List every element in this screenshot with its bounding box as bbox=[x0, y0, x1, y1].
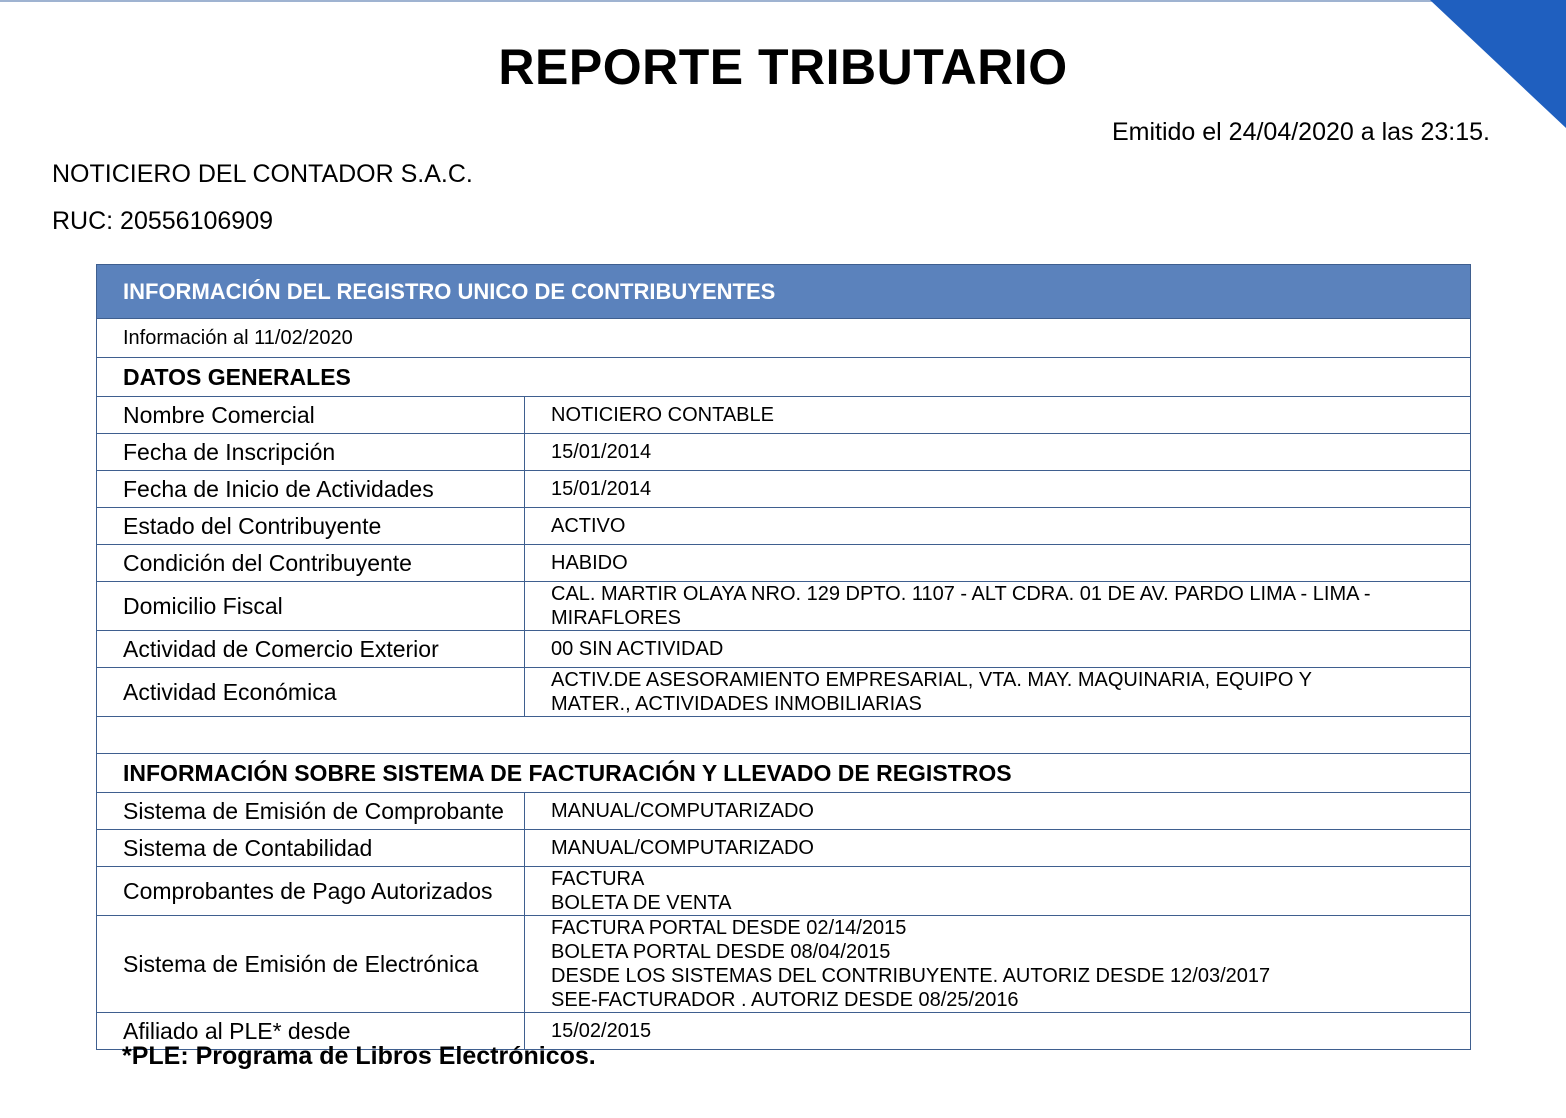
row-value: 00 SIN ACTIVIDAD bbox=[525, 631, 1471, 668]
value-line: ACTIV.DE ASESORAMIENTO EMPRESARIAL, VTA. MAY. MAQUINARIA, EQUIPO Y bbox=[551, 669, 1312, 691]
table-row bbox=[97, 793, 1471, 830]
spacer-cell bbox=[97, 717, 1471, 754]
table-row bbox=[97, 434, 1471, 471]
table-row bbox=[97, 397, 1471, 434]
ruc-number: RUC: 20556106909 bbox=[52, 207, 273, 235]
row-value: MANUAL/COMPUTARIZADO bbox=[525, 793, 1471, 830]
table-row bbox=[97, 916, 1471, 1013]
value-line: SEE-FACTURADOR . AUTORIZ DESDE 08/25/2016 bbox=[551, 989, 1019, 1011]
row-value: HABIDO bbox=[525, 545, 1471, 582]
row-value: 15/01/2014 bbox=[525, 434, 1471, 471]
company-name: NOTICIERO DEL CONTADOR S.A.C. bbox=[52, 160, 473, 188]
section-row-billing bbox=[97, 754, 1471, 793]
page-title: REPORTE TRIBUTARIO bbox=[498, 39, 1068, 95]
row-label: Fecha de Inscripción bbox=[97, 434, 525, 471]
row-value: MANUAL/COMPUTARIZADO bbox=[525, 830, 1471, 867]
row-label: Afiliado al PLE* desde bbox=[97, 1013, 525, 1050]
row-value bbox=[525, 668, 1471, 717]
row-value bbox=[525, 867, 1471, 916]
row-label: Condición del Contribuyente bbox=[97, 545, 525, 582]
row-label: Sistema de Contabilidad bbox=[97, 830, 525, 867]
row-value: 15/01/2014 bbox=[525, 471, 1471, 508]
info-date-row bbox=[97, 319, 1471, 358]
value-line: BOLETA DE VENTA bbox=[551, 892, 732, 914]
top-rule bbox=[0, 0, 1440, 2]
table-row bbox=[97, 668, 1471, 717]
row-value: NOTICIERO CONTABLE bbox=[525, 397, 1471, 434]
row-label: Domicilio Fiscal bbox=[97, 582, 525, 631]
row-label: Estado del Contribuyente bbox=[97, 508, 525, 545]
row-value: 15/02/2015 bbox=[525, 1013, 1471, 1050]
row-value bbox=[525, 916, 1471, 1013]
table-row bbox=[97, 867, 1471, 916]
table-row bbox=[97, 582, 1471, 631]
row-label: Actividad Económica bbox=[97, 668, 525, 717]
spacer-row bbox=[97, 717, 1471, 754]
section-title-general: DATOS GENERALES bbox=[97, 358, 1471, 397]
row-label: Sistema de Emisión de Comprobante bbox=[97, 793, 525, 830]
table-row bbox=[97, 545, 1471, 582]
table-row bbox=[97, 508, 1471, 545]
table-heading-row bbox=[97, 265, 1471, 319]
value-line: CAL. MARTIR OLAYA NRO. 129 DPTO. 1107 - ALT CDRA. 01 DE AV. PARDO LIMA - LIMA - bbox=[551, 583, 1371, 605]
table-row bbox=[97, 830, 1471, 867]
section-row-general bbox=[97, 358, 1471, 397]
row-label: Actividad de Comercio Exterior bbox=[97, 631, 525, 668]
value-line: FACTURA PORTAL DESDE 02/14/2015 bbox=[551, 917, 907, 939]
section-title-billing: INFORMACIÓN SOBRE SISTEMA DE FACTURACIÓN Y LLEVADO DE REGISTROS bbox=[97, 754, 1471, 793]
row-label: Comprobantes de Pago Autorizados bbox=[97, 867, 525, 916]
info-date: Información al 11/02/2020 bbox=[97, 319, 1471, 358]
value-line: DESDE LOS SISTEMAS DEL CONTRIBUYENTE. AUTORIZ DESDE 12/03/2017 bbox=[551, 965, 1271, 987]
value-line: FACTURA bbox=[551, 868, 645, 890]
issued-date: Emitido el 24/04/2020 a las 23:15. bbox=[1111, 118, 1490, 146]
table-row bbox=[97, 471, 1471, 508]
value-line: MATER., ACTIVIDADES INMOBILIARIAS bbox=[551, 693, 922, 715]
footnote: *PLE: Programa de Libros Electrónicos. bbox=[122, 1042, 596, 1070]
value-line: MIRAFLORES bbox=[551, 607, 682, 629]
row-value: ACTIVO bbox=[525, 508, 1471, 545]
registry-table bbox=[96, 264, 1471, 1050]
row-label: Sistema de Emisión de Electrónica bbox=[97, 916, 525, 1013]
value-line: BOLETA PORTAL DESDE 08/04/2015 bbox=[551, 941, 891, 963]
table-heading: INFORMACIÓN DEL REGISTRO UNICO DE CONTRIBUYENTES bbox=[97, 265, 1471, 319]
row-value bbox=[525, 582, 1471, 631]
table-row bbox=[97, 631, 1471, 668]
row-label: Fecha de Inicio de Actividades bbox=[97, 471, 525, 508]
row-label: Nombre Comercial bbox=[97, 397, 525, 434]
